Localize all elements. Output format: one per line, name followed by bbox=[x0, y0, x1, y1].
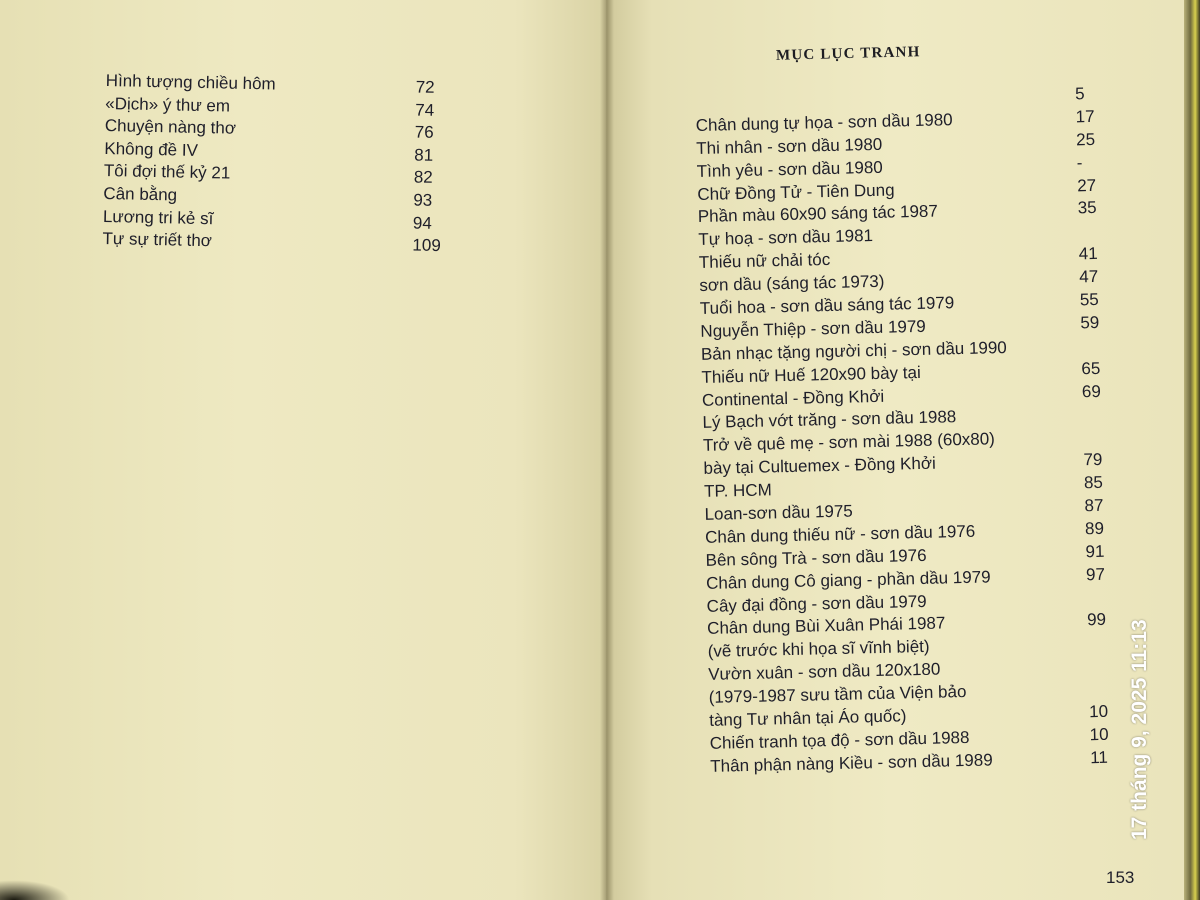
entry-title: Chân dung thiếu nữ - sơn dầu 1976 bbox=[704, 521, 976, 547]
entry-page: 76 bbox=[414, 122, 434, 143]
entry-title: sơn dầu (sáng tác 1973) bbox=[699, 271, 885, 296]
entry-page: 94 bbox=[412, 213, 432, 233]
entry-title: Chân dung tự họa - sơn dầu 1980 bbox=[695, 110, 953, 135]
page-edge bbox=[1184, 0, 1200, 900]
entry-page: 47 bbox=[1079, 267, 1099, 287]
entry-title: Tôi đợi thế kỷ 21 bbox=[103, 161, 231, 183]
entry-page: 69 bbox=[1081, 381, 1102, 401]
entry-page: 17 bbox=[1075, 106, 1095, 127]
entry-page: - bbox=[1076, 152, 1083, 173]
entry-title: Lý Bạch vớt trăng - sơn dầu 1988 bbox=[702, 407, 957, 433]
timestamp-overlay: 17 tháng 9, 2025 11:13 bbox=[1128, 619, 1151, 840]
entry-title: TP. HCM bbox=[703, 480, 772, 502]
corner-shadow bbox=[0, 880, 70, 900]
entry-title: Lương tri kẻ sĩ bbox=[102, 206, 214, 228]
entry-title: tàng Tư nhân tại Áo quốc) bbox=[709, 706, 907, 730]
entry-title: Cây đại đồng - sơn dầu 1979 bbox=[706, 591, 927, 616]
entry-title: Tuổi hoa - sơn dầu sáng tác 1979 bbox=[699, 293, 955, 318]
entry-page: 91 bbox=[1085, 541, 1105, 562]
entry-title: Chân dung Cô giang - phần dầu 1979 bbox=[705, 567, 991, 593]
entry-page: 41 bbox=[1078, 244, 1098, 264]
entry-title: Thi nhân - sơn dầu 1980 bbox=[696, 134, 883, 158]
entry-title: Chiến tranh tọa độ - sơn dầu 1988 bbox=[709, 727, 970, 753]
entry-page: 72 bbox=[415, 77, 435, 97]
entry-title: Chữ Đồng Tử - Tiên Dung bbox=[697, 180, 895, 204]
entry-page: 74 bbox=[415, 100, 435, 120]
entry-page: 81 bbox=[414, 145, 434, 165]
entry-page: 109 bbox=[412, 235, 441, 256]
entry-page: 79 bbox=[1083, 450, 1103, 470]
entry-title: Thân phận nàng Kiều - sơn dầu 1989 bbox=[710, 750, 993, 776]
entry-title: Nguyễn Thiệp - sơn dầu 1979 bbox=[700, 316, 926, 341]
entry-title: Phần màu 60x90 sáng tác 1987 bbox=[697, 201, 939, 227]
entry-title: Vườn xuân - sơn dầu 120x180 bbox=[708, 659, 941, 685]
entry-page: 59 bbox=[1080, 312, 1100, 333]
entry-page: 97 bbox=[1085, 564, 1106, 584]
entry-title: Continental - Đồng Khởi bbox=[701, 386, 885, 410]
page-title: MỤC LỤC TRANH bbox=[775, 44, 921, 64]
entry-title: Không đề IV bbox=[104, 138, 199, 160]
entry-page: 25 bbox=[1075, 129, 1096, 150]
entry-page: 5 bbox=[1074, 84, 1085, 104]
entry-page: 11 bbox=[1089, 747, 1109, 768]
entry-page: 10 bbox=[1088, 701, 1109, 722]
entry-page: 93 bbox=[413, 190, 433, 210]
entry-title: Tự hoạ - sơn dầu 1981 bbox=[698, 226, 874, 250]
entry-title: Thiếu nữ chải tóc bbox=[698, 250, 831, 273]
entry-title: (1979-1987 sưu tầm của Viện bảo bbox=[708, 682, 967, 707]
book-gutter bbox=[600, 0, 614, 900]
entry-title: Loan-sơn dầu 1975 bbox=[704, 501, 853, 524]
entry-title: Tự sự triết thơ bbox=[102, 229, 213, 251]
entry-page: 10 bbox=[1089, 724, 1109, 745]
entry-page: 35 bbox=[1077, 198, 1097, 218]
entry-page: 99 bbox=[1086, 610, 1107, 630]
entry-title: Tình yêu - sơn dầu 1980 bbox=[696, 157, 883, 181]
entry-title: bày tại Cultuemex - Đồng Khởi bbox=[703, 453, 936, 479]
painting-index-list bbox=[695, 82, 1140, 778]
entry-title: Bên sông Trà - sơn dầu 1976 bbox=[705, 545, 927, 570]
entry-title: Trở về quê mẹ - sơn mài 1988 (60x80) bbox=[702, 429, 996, 456]
entry-page: 65 bbox=[1081, 358, 1101, 378]
poem-index-list bbox=[102, 70, 466, 258]
entry-title: Bản nhạc tặng người chị - sơn dầu 1990 bbox=[700, 337, 1007, 364]
entry-title: Hình tượng chiều hôm bbox=[105, 70, 276, 94]
entry-page: 27 bbox=[1077, 175, 1097, 195]
entry-title: Chuyện nàng thơ bbox=[104, 116, 237, 138]
page-number: 153 bbox=[1106, 868, 1135, 887]
entry-title: «Dịch» ý thư em bbox=[105, 93, 231, 116]
entry-page: 55 bbox=[1079, 289, 1099, 310]
entry-title: Thiếu nữ Huế 120x90 bày tại bbox=[701, 362, 921, 387]
entry-title: Cân bằng bbox=[103, 183, 178, 205]
entry-title: (vẽ trước khi họa sĩ vĩnh biệt) bbox=[707, 637, 930, 662]
entry-page: 85 bbox=[1083, 472, 1104, 493]
entry-page: 89 bbox=[1084, 518, 1105, 539]
entry-page: 82 bbox=[413, 167, 433, 188]
entry-page: 87 bbox=[1084, 495, 1104, 516]
entry-title: Chân dung Bùi Xuân Phái 1987 bbox=[706, 613, 946, 639]
